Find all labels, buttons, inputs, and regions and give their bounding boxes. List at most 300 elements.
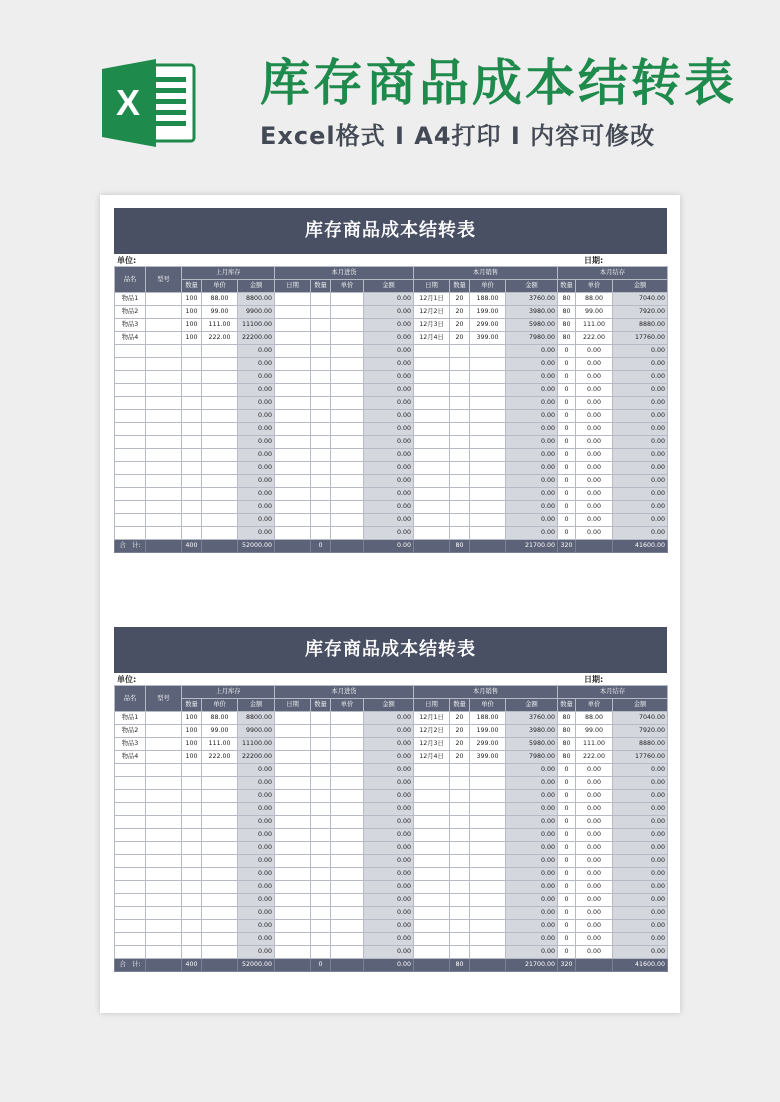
- cell-in-amount[interactable]: 0.00: [364, 933, 414, 946]
- cell-sale-amount[interactable]: 3760.00: [506, 712, 558, 725]
- cell-in-qty[interactable]: [311, 306, 331, 319]
- cell-in-amount[interactable]: 0.00: [364, 712, 414, 725]
- cell-end-qty[interactable]: 0: [558, 358, 576, 371]
- cell-model[interactable]: [146, 423, 182, 436]
- cell-end-price[interactable]: 0.00: [576, 501, 613, 514]
- cell-in-amount[interactable]: 0.00: [364, 488, 414, 501]
- cell-prev-amount[interactable]: 0.00: [238, 777, 275, 790]
- cell-end-price[interactable]: 0.00: [576, 371, 613, 384]
- cell-sale-qty[interactable]: [450, 829, 470, 842]
- cell-sale-amount[interactable]: 0.00: [506, 803, 558, 816]
- cell-sale-date[interactable]: 12月1日: [414, 712, 450, 725]
- cell-prev-qty[interactable]: [182, 907, 202, 920]
- cell-in-date[interactable]: [275, 725, 311, 738]
- cell-model[interactable]: [146, 790, 182, 803]
- cell-in-qty[interactable]: [311, 514, 331, 527]
- cell-in-qty[interactable]: [311, 410, 331, 423]
- cell-in-date[interactable]: [275, 501, 311, 514]
- cell-end-amount[interactable]: 0.00: [613, 816, 668, 829]
- cell-prev-amount[interactable]: 0.00: [238, 907, 275, 920]
- cell-end-amount[interactable]: 0.00: [613, 894, 668, 907]
- cell-in-date[interactable]: [275, 488, 311, 501]
- cell-sale-date[interactable]: [414, 842, 450, 855]
- cell-end-amount[interactable]: 8880.00: [613, 738, 668, 751]
- cell-sale-qty[interactable]: [450, 777, 470, 790]
- cell-in-qty[interactable]: [311, 829, 331, 842]
- cell-sale-price[interactable]: 188.00: [470, 712, 506, 725]
- cell-prev-price[interactable]: 111.00: [202, 738, 238, 751]
- cell-in-price[interactable]: [331, 488, 364, 501]
- cell-sale-price[interactable]: [470, 423, 506, 436]
- cell-sale-date[interactable]: 12月1日: [414, 293, 450, 306]
- cell-in-amount[interactable]: 0.00: [364, 527, 414, 540]
- cell-sale-qty[interactable]: 20: [450, 738, 470, 751]
- cell-in-amount[interactable]: 0.00: [364, 855, 414, 868]
- cell-in-amount[interactable]: 0.00: [364, 514, 414, 527]
- cell-sale-qty[interactable]: 20: [450, 332, 470, 345]
- cell-in-price[interactable]: [331, 462, 364, 475]
- cell-sale-price[interactable]: [470, 384, 506, 397]
- cell-sale-qty[interactable]: [450, 946, 470, 959]
- cell-name[interactable]: 物品2: [115, 306, 146, 319]
- cell-prev-price[interactable]: [202, 868, 238, 881]
- cell-sale-price[interactable]: 399.00: [470, 332, 506, 345]
- cell-in-price[interactable]: [331, 907, 364, 920]
- cell-prev-price[interactable]: [202, 816, 238, 829]
- cell-sale-amount[interactable]: 0.00: [506, 501, 558, 514]
- cell-sale-qty[interactable]: [450, 384, 470, 397]
- cell-end-qty[interactable]: 0: [558, 803, 576, 816]
- cell-prev-amount[interactable]: 22200.00: [238, 751, 275, 764]
- cell-prev-amount[interactable]: 8800.00: [238, 293, 275, 306]
- cell-name[interactable]: [115, 803, 146, 816]
- cell-in-qty[interactable]: [311, 475, 331, 488]
- cell-end-price[interactable]: 0.00: [576, 462, 613, 475]
- cell-in-price[interactable]: [331, 790, 364, 803]
- cell-in-price[interactable]: [331, 842, 364, 855]
- cell-sale-date[interactable]: [414, 894, 450, 907]
- cell-end-qty[interactable]: 0: [558, 514, 576, 527]
- cell-end-amount[interactable]: 0.00: [613, 829, 668, 842]
- cell-sale-date[interactable]: [414, 449, 450, 462]
- cell-in-price[interactable]: [331, 436, 364, 449]
- cell-sale-qty[interactable]: 20: [450, 293, 470, 306]
- cell-sale-amount[interactable]: 0.00: [506, 946, 558, 959]
- cell-in-amount[interactable]: 0.00: [364, 751, 414, 764]
- cell-name[interactable]: [115, 475, 146, 488]
- cell-sale-qty[interactable]: [450, 397, 470, 410]
- cell-name[interactable]: [115, 501, 146, 514]
- cell-sale-date[interactable]: 12月2日: [414, 306, 450, 319]
- cell-end-amount[interactable]: 0.00: [613, 527, 668, 540]
- cell-in-date[interactable]: [275, 462, 311, 475]
- cell-end-qty[interactable]: 0: [558, 436, 576, 449]
- cell-end-price[interactable]: 0.00: [576, 777, 613, 790]
- cell-sale-qty[interactable]: [450, 345, 470, 358]
- cell-name[interactable]: 物品1: [115, 293, 146, 306]
- cell-name[interactable]: [115, 423, 146, 436]
- cell-sale-price[interactable]: [470, 894, 506, 907]
- cell-sale-date[interactable]: [414, 816, 450, 829]
- cell-prev-qty[interactable]: [182, 501, 202, 514]
- cell-in-amount[interactable]: 0.00: [364, 501, 414, 514]
- cell-in-qty[interactable]: [311, 358, 331, 371]
- cell-model[interactable]: [146, 816, 182, 829]
- cell-name[interactable]: [115, 462, 146, 475]
- cell-in-date[interactable]: [275, 946, 311, 959]
- cell-sale-price[interactable]: 399.00: [470, 751, 506, 764]
- cell-end-qty[interactable]: 0: [558, 488, 576, 501]
- cell-prev-qty[interactable]: 100: [182, 319, 202, 332]
- cell-end-price[interactable]: 222.00: [576, 332, 613, 345]
- cell-in-date[interactable]: [275, 332, 311, 345]
- cell-name[interactable]: [115, 816, 146, 829]
- cell-sale-qty[interactable]: 20: [450, 319, 470, 332]
- cell-sale-price[interactable]: [470, 855, 506, 868]
- cell-prev-price[interactable]: [202, 423, 238, 436]
- cell-prev-qty[interactable]: [182, 881, 202, 894]
- cell-sale-price[interactable]: [470, 462, 506, 475]
- cell-in-date[interactable]: [275, 842, 311, 855]
- cell-prev-price[interactable]: [202, 397, 238, 410]
- cell-in-qty[interactable]: [311, 488, 331, 501]
- cell-prev-price[interactable]: 88.00: [202, 712, 238, 725]
- cell-end-price[interactable]: 0.00: [576, 527, 613, 540]
- cell-sale-amount[interactable]: 3980.00: [506, 306, 558, 319]
- cell-in-price[interactable]: [331, 501, 364, 514]
- cell-prev-price[interactable]: [202, 345, 238, 358]
- cell-in-qty[interactable]: [311, 332, 331, 345]
- cell-prev-amount[interactable]: 0.00: [238, 345, 275, 358]
- cell-prev-price[interactable]: [202, 436, 238, 449]
- cell-in-price[interactable]: [331, 384, 364, 397]
- cell-name[interactable]: [115, 384, 146, 397]
- cell-end-amount[interactable]: 0.00: [613, 764, 668, 777]
- cell-sale-qty[interactable]: [450, 475, 470, 488]
- cell-sale-qty[interactable]: [450, 881, 470, 894]
- cell-prev-qty[interactable]: [182, 842, 202, 855]
- cell-prev-qty[interactable]: [182, 816, 202, 829]
- cell-end-amount[interactable]: 0.00: [613, 946, 668, 959]
- cell-prev-amount[interactable]: 0.00: [238, 816, 275, 829]
- cell-sale-amount[interactable]: 0.00: [506, 855, 558, 868]
- cell-sale-qty[interactable]: 20: [450, 712, 470, 725]
- cell-end-price[interactable]: 99.00: [576, 725, 613, 738]
- cell-model[interactable]: [146, 868, 182, 881]
- cell-sale-amount[interactable]: 5980.00: [506, 738, 558, 751]
- cell-prev-price[interactable]: [202, 803, 238, 816]
- cell-end-qty[interactable]: 0: [558, 881, 576, 894]
- cell-model[interactable]: [146, 751, 182, 764]
- cell-model[interactable]: [146, 436, 182, 449]
- cell-model[interactable]: [146, 803, 182, 816]
- cell-end-price[interactable]: 0.00: [576, 764, 613, 777]
- cell-in-amount[interactable]: 0.00: [364, 345, 414, 358]
- cell-name[interactable]: [115, 894, 146, 907]
- cell-prev-price[interactable]: [202, 371, 238, 384]
- cell-sale-price[interactable]: 188.00: [470, 293, 506, 306]
- cell-sale-amount[interactable]: 0.00: [506, 488, 558, 501]
- cell-end-price[interactable]: 0.00: [576, 803, 613, 816]
- cell-sale-date[interactable]: [414, 933, 450, 946]
- cell-prev-price[interactable]: [202, 894, 238, 907]
- cell-end-amount[interactable]: 0.00: [613, 449, 668, 462]
- cell-in-qty[interactable]: [311, 790, 331, 803]
- cell-end-price[interactable]: 0.00: [576, 842, 613, 855]
- cell-in-qty[interactable]: [311, 946, 331, 959]
- cell-prev-amount[interactable]: 11100.00: [238, 738, 275, 751]
- cell-prev-amount[interactable]: 0.00: [238, 501, 275, 514]
- cell-prev-price[interactable]: [202, 933, 238, 946]
- cell-sale-price[interactable]: [470, 501, 506, 514]
- cell-end-price[interactable]: 0.00: [576, 894, 613, 907]
- cell-end-qty[interactable]: 0: [558, 764, 576, 777]
- cell-sale-amount[interactable]: 0.00: [506, 842, 558, 855]
- cell-name[interactable]: [115, 764, 146, 777]
- cell-sale-amount[interactable]: 5980.00: [506, 319, 558, 332]
- cell-model[interactable]: [146, 527, 182, 540]
- cell-sale-amount[interactable]: 0.00: [506, 345, 558, 358]
- cell-in-amount[interactable]: 0.00: [364, 920, 414, 933]
- cell-in-date[interactable]: [275, 920, 311, 933]
- cell-prev-qty[interactable]: [182, 488, 202, 501]
- cell-in-price[interactable]: [331, 881, 364, 894]
- cell-in-price[interactable]: [331, 358, 364, 371]
- cell-in-date[interactable]: [275, 881, 311, 894]
- cell-prev-qty[interactable]: [182, 514, 202, 527]
- cell-sale-qty[interactable]: [450, 842, 470, 855]
- cell-in-amount[interactable]: 0.00: [364, 868, 414, 881]
- cell-prev-qty[interactable]: [182, 894, 202, 907]
- cell-end-amount[interactable]: 0.00: [613, 436, 668, 449]
- cell-in-qty[interactable]: [311, 751, 331, 764]
- cell-sale-qty[interactable]: 20: [450, 751, 470, 764]
- cell-sale-qty[interactable]: 20: [450, 306, 470, 319]
- cell-name[interactable]: [115, 410, 146, 423]
- cell-in-amount[interactable]: 0.00: [364, 358, 414, 371]
- cell-sale-date[interactable]: [414, 527, 450, 540]
- cell-sale-price[interactable]: [470, 488, 506, 501]
- cell-end-amount[interactable]: 0.00: [613, 423, 668, 436]
- cell-end-qty[interactable]: 80: [558, 751, 576, 764]
- cell-sale-qty[interactable]: [450, 764, 470, 777]
- cell-in-qty[interactable]: [311, 764, 331, 777]
- cell-end-qty[interactable]: 80: [558, 332, 576, 345]
- cell-prev-price[interactable]: [202, 946, 238, 959]
- cell-in-date[interactable]: [275, 738, 311, 751]
- cell-name[interactable]: 物品3: [115, 738, 146, 751]
- cell-in-qty[interactable]: [311, 293, 331, 306]
- cell-name[interactable]: [115, 488, 146, 501]
- cell-end-amount[interactable]: 0.00: [613, 475, 668, 488]
- cell-in-date[interactable]: [275, 816, 311, 829]
- cell-sale-amount[interactable]: 3980.00: [506, 725, 558, 738]
- cell-sale-price[interactable]: [470, 920, 506, 933]
- cell-end-amount[interactable]: 0.00: [613, 397, 668, 410]
- cell-prev-price[interactable]: [202, 410, 238, 423]
- cell-model[interactable]: [146, 358, 182, 371]
- cell-sale-qty[interactable]: [450, 436, 470, 449]
- cell-prev-amount[interactable]: 0.00: [238, 868, 275, 881]
- cell-sale-date[interactable]: [414, 358, 450, 371]
- cell-name[interactable]: [115, 527, 146, 540]
- cell-in-qty[interactable]: [311, 527, 331, 540]
- cell-prev-qty[interactable]: [182, 462, 202, 475]
- cell-prev-price[interactable]: [202, 462, 238, 475]
- cell-end-price[interactable]: 0.00: [576, 868, 613, 881]
- cell-end-amount[interactable]: 0.00: [613, 907, 668, 920]
- cell-sale-price[interactable]: [470, 527, 506, 540]
- cell-prev-price[interactable]: 99.00: [202, 725, 238, 738]
- cell-in-amount[interactable]: 0.00: [364, 475, 414, 488]
- cell-prev-qty[interactable]: 100: [182, 332, 202, 345]
- cell-model[interactable]: [146, 397, 182, 410]
- cell-prev-amount[interactable]: 0.00: [238, 855, 275, 868]
- cell-sale-amount[interactable]: 0.00: [506, 358, 558, 371]
- cell-in-qty[interactable]: [311, 712, 331, 725]
- cell-sale-price[interactable]: [470, 358, 506, 371]
- cell-end-price[interactable]: 111.00: [576, 319, 613, 332]
- cell-prev-amount[interactable]: 11100.00: [238, 319, 275, 332]
- cell-in-amount[interactable]: 0.00: [364, 449, 414, 462]
- cell-sale-date[interactable]: 12月2日: [414, 725, 450, 738]
- cell-sale-date[interactable]: [414, 397, 450, 410]
- cell-name[interactable]: [115, 358, 146, 371]
- cell-in-amount[interactable]: 0.00: [364, 371, 414, 384]
- cell-in-qty[interactable]: [311, 384, 331, 397]
- cell-in-date[interactable]: [275, 384, 311, 397]
- cell-in-date[interactable]: [275, 436, 311, 449]
- cell-in-price[interactable]: [331, 306, 364, 319]
- cell-sale-qty[interactable]: [450, 488, 470, 501]
- cell-end-price[interactable]: 0.00: [576, 920, 613, 933]
- cell-sale-amount[interactable]: 0.00: [506, 527, 558, 540]
- cell-sale-price[interactable]: [470, 816, 506, 829]
- cell-end-amount[interactable]: 0.00: [613, 488, 668, 501]
- cell-prev-qty[interactable]: 100: [182, 293, 202, 306]
- cell-sale-amount[interactable]: 0.00: [506, 449, 558, 462]
- cell-end-qty[interactable]: 80: [558, 712, 576, 725]
- cell-in-date[interactable]: [275, 293, 311, 306]
- cell-sale-qty[interactable]: [450, 371, 470, 384]
- cell-sale-price[interactable]: [470, 803, 506, 816]
- cell-prev-price[interactable]: [202, 384, 238, 397]
- cell-in-price[interactable]: [331, 527, 364, 540]
- cell-in-date[interactable]: [275, 449, 311, 462]
- cell-prev-amount[interactable]: 0.00: [238, 881, 275, 894]
- cell-end-qty[interactable]: 0: [558, 423, 576, 436]
- cell-in-amount[interactable]: 0.00: [364, 907, 414, 920]
- cell-end-price[interactable]: 0.00: [576, 933, 613, 946]
- cell-sale-amount[interactable]: 0.00: [506, 764, 558, 777]
- cell-end-amount[interactable]: 7920.00: [613, 725, 668, 738]
- cell-prev-qty[interactable]: [182, 946, 202, 959]
- cell-in-qty[interactable]: [311, 933, 331, 946]
- cell-prev-amount[interactable]: 9900.00: [238, 725, 275, 738]
- cell-in-qty[interactable]: [311, 725, 331, 738]
- cell-sale-date[interactable]: [414, 423, 450, 436]
- cell-prev-amount[interactable]: 0.00: [238, 410, 275, 423]
- cell-sale-qty[interactable]: [450, 920, 470, 933]
- cell-prev-amount[interactable]: 0.00: [238, 920, 275, 933]
- cell-prev-price[interactable]: [202, 920, 238, 933]
- cell-prev-amount[interactable]: 9900.00: [238, 306, 275, 319]
- cell-prev-price[interactable]: 222.00: [202, 751, 238, 764]
- cell-end-amount[interactable]: 17760.00: [613, 751, 668, 764]
- cell-sale-price[interactable]: [470, 946, 506, 959]
- cell-prev-qty[interactable]: 100: [182, 306, 202, 319]
- cell-sale-date[interactable]: [414, 501, 450, 514]
- cell-sale-qty[interactable]: [450, 868, 470, 881]
- cell-end-qty[interactable]: 0: [558, 384, 576, 397]
- cell-sale-qty[interactable]: [450, 462, 470, 475]
- cell-sale-amount[interactable]: 0.00: [506, 881, 558, 894]
- cell-end-qty[interactable]: 0: [558, 816, 576, 829]
- cell-sale-qty[interactable]: [450, 933, 470, 946]
- cell-prev-price[interactable]: [202, 488, 238, 501]
- cell-in-qty[interactable]: [311, 449, 331, 462]
- cell-sale-date[interactable]: [414, 384, 450, 397]
- cell-in-qty[interactable]: [311, 423, 331, 436]
- cell-end-price[interactable]: 222.00: [576, 751, 613, 764]
- cell-sale-price[interactable]: [470, 764, 506, 777]
- cell-model[interactable]: [146, 712, 182, 725]
- cell-in-price[interactable]: [331, 371, 364, 384]
- cell-name[interactable]: 物品4: [115, 332, 146, 345]
- cell-end-qty[interactable]: 0: [558, 371, 576, 384]
- cell-prev-amount[interactable]: 0.00: [238, 488, 275, 501]
- cell-sale-date[interactable]: [414, 436, 450, 449]
- cell-prev-price[interactable]: [202, 842, 238, 855]
- cell-end-qty[interactable]: 0: [558, 449, 576, 462]
- cell-sale-price[interactable]: [470, 842, 506, 855]
- cell-model[interactable]: [146, 907, 182, 920]
- cell-end-amount[interactable]: 0.00: [613, 933, 668, 946]
- cell-in-date[interactable]: [275, 475, 311, 488]
- cell-prev-amount[interactable]: 0.00: [238, 436, 275, 449]
- cell-prev-qty[interactable]: [182, 777, 202, 790]
- cell-prev-amount[interactable]: 0.00: [238, 371, 275, 384]
- cell-end-qty[interactable]: 80: [558, 319, 576, 332]
- cell-sale-date[interactable]: [414, 345, 450, 358]
- cell-model[interactable]: [146, 475, 182, 488]
- cell-prev-price[interactable]: [202, 881, 238, 894]
- cell-sale-date[interactable]: [414, 803, 450, 816]
- cell-sale-date[interactable]: [414, 855, 450, 868]
- cell-in-price[interactable]: [331, 423, 364, 436]
- cell-end-price[interactable]: 0.00: [576, 358, 613, 371]
- cell-end-qty[interactable]: 0: [558, 475, 576, 488]
- cell-in-amount[interactable]: 0.00: [364, 436, 414, 449]
- cell-name[interactable]: 物品4: [115, 751, 146, 764]
- cell-prev-amount[interactable]: 0.00: [238, 933, 275, 946]
- cell-in-date[interactable]: [275, 894, 311, 907]
- cell-in-amount[interactable]: 0.00: [364, 764, 414, 777]
- cell-prev-amount[interactable]: 0.00: [238, 514, 275, 527]
- cell-name[interactable]: 物品1: [115, 712, 146, 725]
- cell-prev-price[interactable]: 99.00: [202, 306, 238, 319]
- cell-end-price[interactable]: 0.00: [576, 790, 613, 803]
- cell-end-amount[interactable]: 0.00: [613, 881, 668, 894]
- cell-sale-price[interactable]: [470, 397, 506, 410]
- cell-end-price[interactable]: 0.00: [576, 829, 613, 842]
- cell-name[interactable]: [115, 855, 146, 868]
- cell-in-price[interactable]: [331, 829, 364, 842]
- cell-end-amount[interactable]: 0.00: [613, 358, 668, 371]
- cell-prev-price[interactable]: [202, 855, 238, 868]
- cell-sale-price[interactable]: [470, 345, 506, 358]
- cell-sale-price[interactable]: [470, 907, 506, 920]
